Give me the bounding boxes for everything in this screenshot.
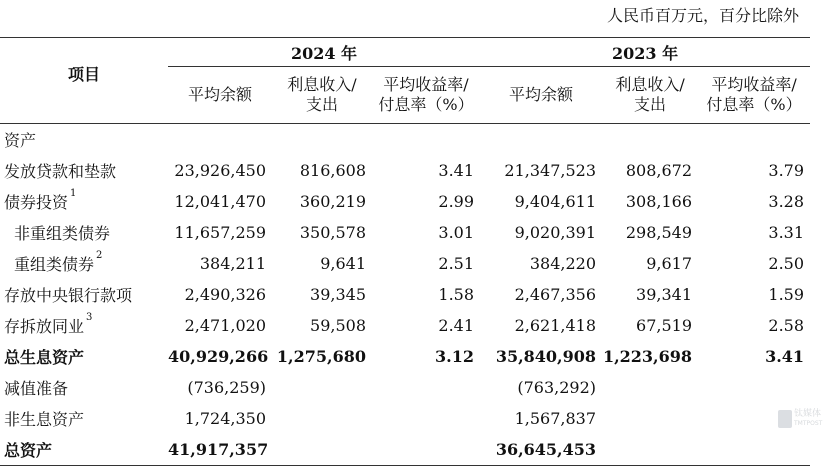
cell-value: 23,926,450 bbox=[174, 161, 266, 180]
cell-value: 384,211 bbox=[199, 254, 266, 273]
cell-value: 2.50 bbox=[768, 254, 805, 273]
table-body bbox=[0, 124, 810, 466]
footnote-marker: 3 bbox=[86, 312, 93, 323]
cell-value: 3.41 bbox=[765, 347, 805, 366]
footnote-marker: 1 bbox=[70, 188, 77, 199]
cell-value: 1.58 bbox=[438, 285, 475, 304]
cell-value: 2,490,326 bbox=[184, 285, 266, 304]
cell-value bbox=[698, 124, 810, 156]
cell-value: 2.51 bbox=[438, 254, 475, 273]
cell-value bbox=[602, 403, 698, 434]
cell-value: 67,519 bbox=[636, 316, 693, 335]
table-row bbox=[0, 341, 810, 372]
cell-value bbox=[372, 124, 480, 156]
cell-value: 298,549 bbox=[625, 223, 693, 242]
row-label: 存拆放同业 $^3$ bbox=[4, 312, 93, 336]
row-label: 债券投资 $^1$ bbox=[4, 188, 77, 212]
table-row bbox=[0, 310, 810, 341]
cell-value: 2,467,356 bbox=[514, 285, 597, 304]
cell-value: 39,345 bbox=[310, 285, 366, 304]
watermark-subtitle: TMTPOST bbox=[794, 420, 823, 427]
table-row bbox=[0, 434, 810, 466]
cell-value bbox=[372, 434, 480, 466]
cell-value: 40,929,266 bbox=[168, 347, 269, 366]
table-row bbox=[0, 186, 810, 217]
interest-asset-table bbox=[0, 37, 810, 466]
watermark-icon bbox=[778, 410, 792, 428]
row-label: 资产 bbox=[4, 131, 37, 150]
cell-value: 2,621,418 bbox=[514, 316, 597, 335]
cell-value: 1.59 bbox=[768, 285, 805, 304]
cell-value: (763,292) bbox=[517, 378, 597, 397]
cell-value: 3.01 bbox=[438, 223, 475, 242]
cell-value: 2.41 bbox=[438, 316, 475, 335]
watermark-title: 钛媒体 bbox=[794, 409, 822, 419]
yield-header-2023: 平均收益率/ 付息率（%） bbox=[698, 67, 810, 124]
row-label: 发放贷款和垫款 bbox=[4, 162, 117, 181]
cell-value: 36,645,453 bbox=[480, 434, 602, 466]
cell-value: 2.99 bbox=[438, 192, 475, 211]
cell-value bbox=[372, 372, 480, 403]
cell-value: 1,567,837 bbox=[514, 409, 597, 428]
row-label: 存放中央银行款项 bbox=[4, 286, 133, 305]
table-row bbox=[0, 217, 810, 248]
cell-value bbox=[698, 372, 810, 403]
cell-value bbox=[698, 434, 810, 466]
cell-value: (736,259) bbox=[187, 378, 266, 397]
cell-value: 1,275,680 bbox=[276, 347, 366, 366]
table-row bbox=[0, 372, 810, 403]
cell-value: 12,041,470 bbox=[174, 192, 266, 211]
cell-value: 59,508 bbox=[310, 316, 366, 335]
interest-header-2023: 利息收入/ 支出 bbox=[602, 67, 698, 124]
cell-value: 3.28 bbox=[768, 192, 805, 211]
cell-value bbox=[272, 372, 372, 403]
cell-value bbox=[602, 434, 698, 466]
cell-value: 9,020,391 bbox=[514, 223, 597, 242]
table-row bbox=[0, 124, 810, 156]
cell-value bbox=[372, 403, 480, 434]
cell-value: 1,724,350 bbox=[184, 409, 266, 428]
table-row bbox=[0, 279, 810, 310]
cell-value: 1,223,698 bbox=[602, 347, 693, 366]
yield-header-2024: 平均收益率/ 付息率（%） bbox=[372, 67, 480, 124]
cell-value: 2,471,020 bbox=[184, 316, 266, 335]
cell-value: 808,672 bbox=[625, 161, 693, 180]
cell-value: 39,341 bbox=[636, 285, 693, 304]
row-label: 总资产 bbox=[0, 434, 168, 466]
year-2024-header: 2024 年 bbox=[168, 38, 480, 67]
row-label: 重组类债券 $^2$ bbox=[14, 250, 103, 274]
cell-value bbox=[602, 124, 698, 156]
cell-value: 3.31 bbox=[768, 223, 805, 242]
cell-value: 3.41 bbox=[438, 161, 475, 180]
cell-value bbox=[480, 124, 602, 156]
cell-value: 360,219 bbox=[299, 192, 366, 211]
item-column-header: 项目 bbox=[0, 38, 168, 124]
row-label: 非生息资产 bbox=[4, 410, 85, 429]
cell-value: 3.79 bbox=[768, 161, 805, 180]
cell-value: 35,840,908 bbox=[495, 347, 597, 366]
cell-value bbox=[168, 124, 272, 156]
row-label: 非重组类债券 bbox=[14, 224, 111, 243]
cell-value: 2.58 bbox=[768, 316, 805, 335]
cell-value: 41,917,357 bbox=[168, 434, 272, 466]
row-label: 总生息资产 bbox=[4, 348, 85, 367]
year-header-row bbox=[0, 38, 810, 67]
watermark-logo bbox=[778, 408, 826, 432]
unit-note: 人民币百万元，百分比除外 bbox=[606, 6, 799, 25]
table-row bbox=[0, 248, 810, 279]
year-2023-header: 2023 年 bbox=[480, 38, 810, 67]
cell-value bbox=[272, 403, 372, 434]
cell-value: 9,404,611 bbox=[514, 192, 597, 211]
cell-value: 21,347,523 bbox=[504, 161, 597, 180]
avg-balance-header-2024: 平均余额 bbox=[168, 67, 272, 124]
table-row bbox=[0, 403, 810, 434]
cell-value: 350,578 bbox=[299, 223, 366, 242]
footnote-marker: 2 bbox=[96, 250, 103, 261]
table-row bbox=[0, 155, 810, 186]
row-label: 减值准备 bbox=[4, 379, 69, 398]
avg-balance-header-2023: 平均余额 bbox=[480, 67, 602, 124]
cell-value: 816,608 bbox=[299, 161, 366, 180]
cell-value: 308,166 bbox=[625, 192, 693, 211]
cell-value bbox=[272, 434, 372, 466]
interest-header-2024: 利息收入/ 支出 bbox=[272, 67, 372, 124]
cell-value: 11,657,259 bbox=[174, 223, 266, 242]
cell-value: 3.12 bbox=[435, 347, 475, 366]
cell-value: 9,641 bbox=[320, 254, 366, 273]
cell-value bbox=[602, 372, 698, 403]
cell-value: 384,220 bbox=[529, 254, 597, 273]
cell-value bbox=[272, 124, 372, 156]
cell-value: 9,617 bbox=[646, 254, 693, 273]
